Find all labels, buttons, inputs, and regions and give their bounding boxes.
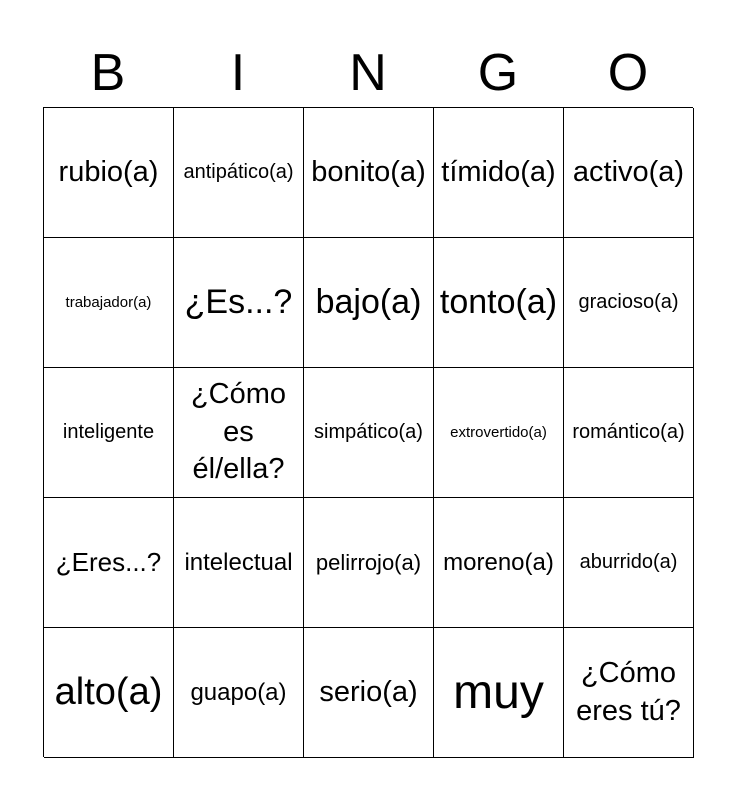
bingo-cell[interactable]: simpático(a): [304, 368, 434, 498]
bingo-cell[interactable]: pelirrojo(a): [304, 498, 434, 628]
bingo-cell[interactable]: gracioso(a): [564, 238, 694, 368]
bingo-cell[interactable]: ¿Cómo es él/ella?: [174, 368, 304, 498]
bingo-cell[interactable]: inteligente: [44, 368, 174, 498]
bingo-cell[interactable]: moreno(a): [434, 498, 564, 628]
bingo-cell[interactable]: tímido(a): [434, 108, 564, 238]
bingo-cell[interactable]: antipático(a): [174, 108, 304, 238]
bingo-cell[interactable]: ¿Eres...?: [44, 498, 174, 628]
bingo-cell[interactable]: alto(a): [44, 628, 174, 758]
bingo-cell[interactable]: intelectual: [174, 498, 304, 628]
bingo-cell[interactable]: activo(a): [564, 108, 694, 238]
header-letter-o: O: [607, 44, 649, 102]
bingo-cell[interactable]: muy: [434, 628, 564, 758]
bingo-board: [43, 107, 693, 757]
header-letter-g: G: [477, 44, 519, 102]
bingo-header: [43, 40, 693, 106]
header-letter-i: I: [230, 44, 246, 102]
bingo-cell[interactable]: trabajador(a): [44, 238, 174, 368]
bingo-cell[interactable]: ¿Cómo eres tú?: [564, 628, 694, 758]
bingo-cell[interactable]: rubio(a): [44, 108, 174, 238]
bingo-cell[interactable]: ¿Es...?: [174, 238, 304, 368]
bingo-cell[interactable]: aburrido(a): [564, 498, 694, 628]
bingo-cell[interactable]: serio(a): [304, 628, 434, 758]
bingo-cell[interactable]: romántico(a): [564, 368, 694, 498]
header-letter-b: B: [90, 44, 126, 102]
bingo-cell[interactable]: bonito(a): [304, 108, 434, 238]
bingo-cell[interactable]: tonto(a): [434, 238, 564, 368]
bingo-cell[interactable]: extrovertido(a): [434, 368, 564, 498]
bingo-cell[interactable]: guapo(a): [174, 628, 304, 758]
header-letter-n: N: [349, 44, 387, 102]
bingo-cell[interactable]: bajo(a): [304, 238, 434, 368]
